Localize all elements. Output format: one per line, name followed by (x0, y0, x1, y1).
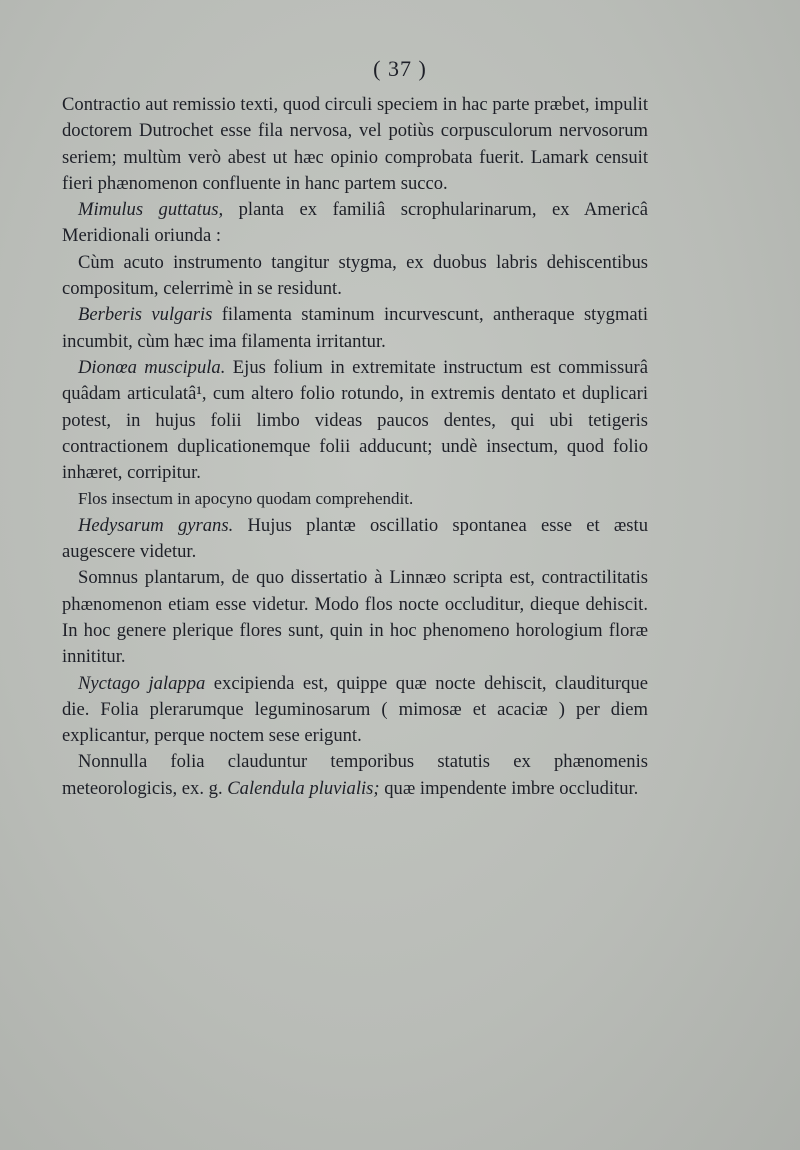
paragraph-text-after: quæ impendente imbre occluditur. (379, 777, 639, 799)
paragraph-text: Somnus plantarum, de quo dissertatio à Linnæo scripta est, contractilitatis phænomenon etiam esse videtur. Modo flos nocte occluditur, dieque dehiscit. In hoc genere plerique flores sunt, quin in hoc phenomeno horologium floræ innititur. (62, 567, 648, 668)
page-number: ( 37 ) (373, 56, 427, 81)
paragraph-text: Hujus plantæ oscillatio spontanea esse et æstu augescere videtur. (62, 514, 648, 563)
body-text (62, 92, 648, 802)
paragraph-text: Flos insectum in apocyno quodam comprehendit. (78, 489, 414, 509)
species-name: Berberis vulgaris (78, 304, 213, 326)
paragraph-text: Ejus folium in extremitate instructum est commissurâ quâdam articulatâ¹, cum altero folio rotundo, in extremis dentato et duplicari potest, in hujus folii limbo videas paucos dentes, qui ubi tetigeris contractionem duplicationemque folii adducunt; undè insectum, quod folio inhæret, corripitur. (62, 356, 649, 484)
paragraph-nyctago (62, 671, 648, 750)
paragraph-contractio (62, 92, 648, 197)
species-name: Mimulus guttatus, (78, 199, 224, 221)
paragraph-text: Cùm acuto instrumento tangitur stygma, ex duobus labris dehiscentibus compositum, celerrimè in se residunt. (62, 251, 648, 300)
paragraph-dionaea (62, 355, 648, 486)
paragraph-somnus (62, 565, 648, 670)
paragraph-cum-acuto (62, 250, 648, 303)
species-name: Dionœa muscipula. (78, 356, 226, 378)
paragraph-berberis (62, 302, 648, 355)
paragraph-text: planta ex familiâ scrophularinarum, ex Americâ Meridionali oriunda : (62, 199, 649, 247)
paragraph-text: excipienda est, quippe quæ nocte dehiscit, clauditurque die. Folia plerarumque leguminosarum ( mimosæ et acaciæ ) per diem explicantur, perque noctem sese erigunt. (62, 672, 648, 747)
paragraph-text: Contractio aut remissio texti, quod circuli speciem in hac parte præbet, impulit doctorem Dutrochet esse fila nervosa, vel potiùs corpusculorum nervosorum seriem; multùm verò abest ut hæc opinio comprobata fuerit. Lamark censuit fieri phænomenon confluente in hanc partem succo. (62, 94, 648, 194)
paragraph-text: filamenta staminum incurvescunt, antheraque stygmati incumbit, cùm hæc ima filamenta irritantur. (62, 304, 648, 352)
paragraph-flos (62, 486, 648, 512)
paragraph-nonnulla (62, 749, 648, 802)
species-name: Calendula pluvialis; (227, 777, 380, 799)
species-name: Hedysarum gyrans. (78, 514, 234, 536)
paragraph-mimulus (62, 197, 648, 250)
paragraph-text: Nonnulla folia clauduntur temporibus statutis ex phænomenis meteorologicis, ex. g. (62, 751, 648, 799)
species-name: Nyctago jalappa (78, 672, 206, 694)
paragraph-hedysarum (62, 513, 648, 566)
